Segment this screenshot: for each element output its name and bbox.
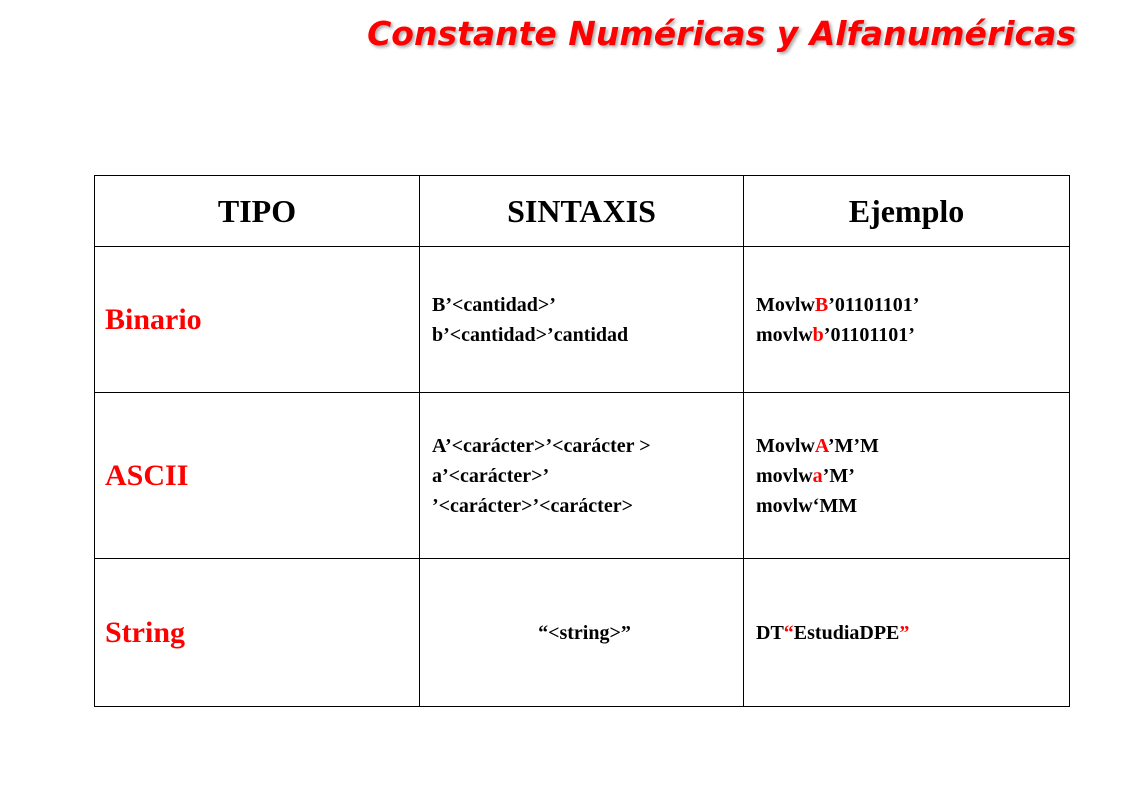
page-title: Constante Numéricas y Alfanuméricas <box>367 14 1076 53</box>
header-ejemplo: Ejemplo <box>744 176 1070 247</box>
type-cell-ascii: ASCII <box>95 393 420 559</box>
table-row-string <box>95 559 1070 707</box>
example-line: DT“EstudiaDPE” <box>756 621 910 644</box>
type-cell-string: String <box>95 559 420 707</box>
table-row-ascii <box>95 393 1070 559</box>
example-line: movlwa’M’ <box>756 464 855 487</box>
example-cell-ascii <box>744 393 1070 559</box>
syntax-line: b’<cantidad>’cantidad <box>432 323 629 346</box>
table-header-row <box>95 176 1070 247</box>
example-cell-binario <box>744 247 1070 393</box>
syntax-cell-binario <box>420 247 744 393</box>
syntax-line: “<string>” <box>538 621 631 644</box>
header-sintaxis: SINTAXIS <box>420 176 744 247</box>
constants-table <box>94 175 1070 707</box>
type-cell-binario: Binario <box>95 247 420 393</box>
syntax-cell-ascii <box>420 393 744 559</box>
example-cell-string <box>744 559 1070 707</box>
example-line: MovlwA’M’M <box>756 434 879 457</box>
syntax-line: A’<carácter>’<carácter > <box>432 434 651 457</box>
syntax-line: a’<carácter>’ <box>432 464 550 487</box>
syntax-cell-string <box>420 559 744 707</box>
header-tipo: TIPO <box>95 176 420 247</box>
example-line: MovlwB’01101101’ <box>756 293 920 316</box>
example-line: movlw‘MM <box>756 494 858 517</box>
table-row-binario <box>95 247 1070 393</box>
example-line: movlwb’01101101’ <box>756 323 915 346</box>
syntax-line: B’<cantidad>’ <box>432 293 556 316</box>
syntax-line: ’<carácter>’<carácter> <box>432 494 633 517</box>
